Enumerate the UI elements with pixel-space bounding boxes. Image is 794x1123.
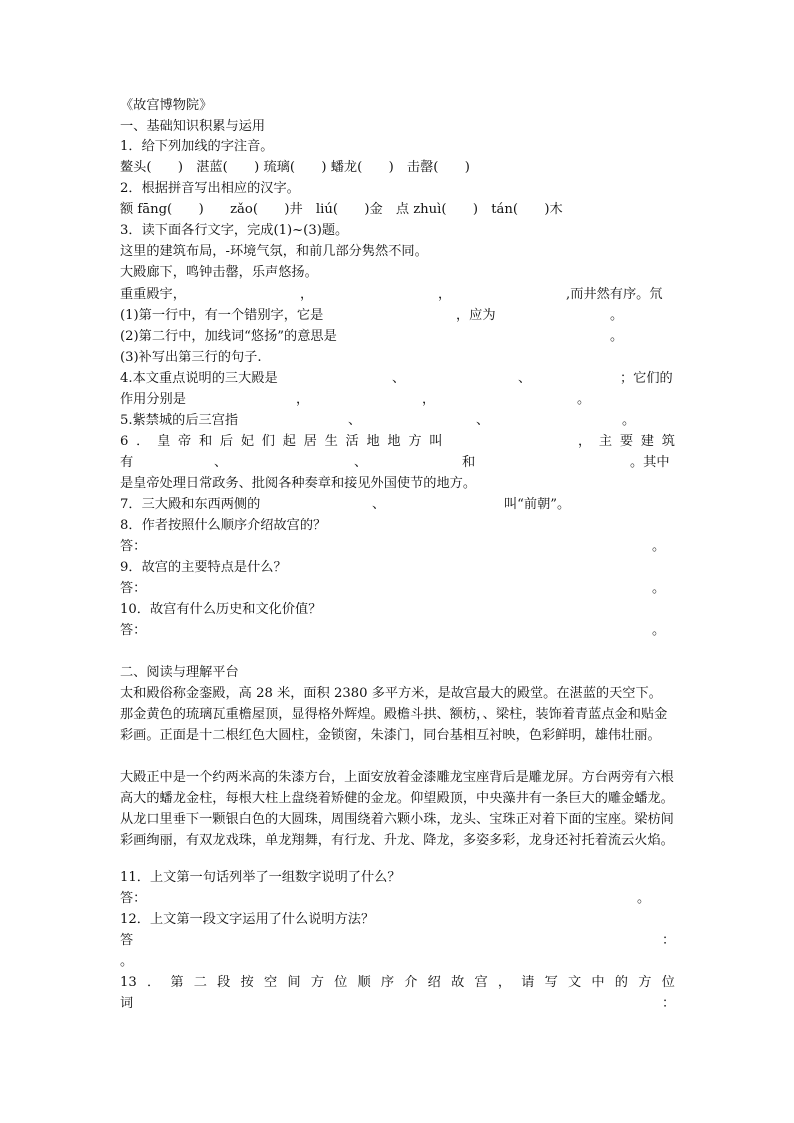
question-13-line-1 <box>120 973 675 993</box>
question-11-answer-end: 。 <box>637 891 651 906</box>
question-10-answer-label: 答： <box>120 623 147 638</box>
q13-w6: 空 <box>263 975 278 990</box>
q6-l1-t0: 主 <box>598 434 613 449</box>
question-3-sub-1-a: (1)第一行中，有一个错别字，它是 <box>120 308 324 323</box>
question-4-c-2: ， <box>422 392 436 407</box>
question-2-items-text: 额 fāng( ) zǎo( )井 liú( )金 点 zhuì( ) tán( )木 <box>120 202 563 217</box>
question-12-answer-colon: ： <box>662 933 676 948</box>
q13-w14: 故 <box>451 975 465 990</box>
question-5-end: 。 <box>622 413 636 428</box>
passage-paragraph-2: 大殿正中是一个约两米高的朱漆方台，上面安放着金漆雕龙宝座背后是雕龙屏。方台两旁有六根高大的蟠龙金柱，每根大柱上盘绕着矫健的金龙。仰望殿顶，中央藻井有一条巨大的雕金蟠龙。从龙口里垂下一颗银白色的大圆珠，周围绕着六颗小珠，龙头、宝珠正对着下面的宝座。梁枋间彩画绚丽，有双龙戏珠，单龙翔舞，有行龙、升龙、降龙，多姿多彩，龙身还衬托着流云火焰。 <box>120 770 674 848</box>
question-12-answer-label: 答 <box>120 933 134 948</box>
question-6-line-2-and: 和 <box>462 455 476 470</box>
section-heading-basics: 一、基础知识积累与运用 <box>120 119 266 134</box>
q13-w11: 序 <box>380 975 395 990</box>
document-title: 《故宫博物院》 <box>120 98 213 113</box>
question-9-answer-end: 。 <box>652 581 666 596</box>
question-6-line-2-end: 。其中 <box>630 455 670 470</box>
q6-l1-w9: 居 <box>303 434 317 449</box>
question-4-a: 4.本文重点说明的三大殿是 <box>120 371 278 386</box>
question-6-line-1 <box>120 432 675 452</box>
q13-w22: 方 <box>638 975 652 990</box>
question-2-prompt: 2．根据拼音写出相应的汉字。 <box>120 181 300 196</box>
q13-w18: 写 <box>544 975 558 990</box>
q6-l1-w5: 后 <box>219 434 234 449</box>
q13-w3: 二 <box>193 975 207 990</box>
question-4-c: 作用分别是 <box>120 392 186 407</box>
q13-w7: 间 <box>287 975 301 990</box>
question-7-sep: 、 <box>372 497 386 512</box>
question-2-items <box>120 200 675 220</box>
question-4-c-1: ， <box>296 392 310 407</box>
question-3-line-1: 这里的建筑布局，-环境气氛，和前几部分隽然不同。 <box>120 244 428 259</box>
question-10-prompt: 10．故宫有什么历史和文化价值？ <box>120 602 322 617</box>
question-5-a: 5.紫禁城的后三宫指 <box>120 413 239 428</box>
q13-w5: 按 <box>240 975 254 990</box>
q13-w13: 绍 <box>427 975 441 990</box>
question-6-line-2-sep-1: 、 <box>214 455 228 470</box>
q13-w16: ， <box>497 975 512 990</box>
question-3-line-3-comma-1: ， <box>300 287 314 302</box>
q6-l1-w3: 帝 <box>178 434 192 449</box>
question-6-line-2-sep-2: 、 <box>354 455 368 470</box>
q6-l1-w6: 妃 <box>240 434 255 449</box>
q13-w20: 中 <box>591 975 605 990</box>
q6-l1-w15: 叫 <box>429 434 443 449</box>
question-4-sep-2: 、 <box>518 371 532 386</box>
question-4-b: ；它们的 <box>620 371 673 386</box>
q6-l1-w13: 地 <box>387 434 401 449</box>
q13-w10: 顺 <box>357 975 371 990</box>
question-5-sep-2: 、 <box>476 413 490 428</box>
q6-l1-w4: 和 <box>198 434 213 449</box>
q6-l1-w10: 生 <box>324 434 338 449</box>
question-3-line-3-start: 重重殿宇， <box>120 287 186 302</box>
q6-l1-w14: 方 <box>408 434 422 449</box>
question-9-prompt: 9．故宫的主要特点是什么？ <box>120 560 287 575</box>
question-3-sub-1-end: 。 <box>610 308 624 323</box>
question-8-answer-label: 答： <box>120 539 147 554</box>
question-1-prompt: 1．给下列加线的字注音。 <box>120 139 274 154</box>
q6-l1-comma: ， <box>577 434 592 449</box>
question-4-c-3: 。 <box>577 392 591 407</box>
passage-paragraph-1: 太和殿俗称金銮殿，高 28 米，面积 2380 多平方米，是故宫最大的殿堂。在湛蓝的天空下。那金黄色的琉璃瓦重檐屋顶，显得格外辉煌。殿檐斗拱、额枋，、梁柱，装饰着青蓝点金和贴金彩画。正面是十二根红色大圆柱，金锁窗，朱漆门，同台基相互衬映，色彩鲜明，雄伟壮丽。 <box>120 686 668 743</box>
section-heading-reading: 二、阅读与理解平台 <box>120 665 239 680</box>
question-3-sub-1-b: ，应为 <box>456 308 496 323</box>
question-12-prompt: 12．上文第一段文字运用了什么说明方法？ <box>120 912 375 927</box>
question-3-prompt: 3．读下面各行文字，完成(1)~(3)题。 <box>120 223 349 238</box>
question-7-a: 7．三大殿和东西两侧的 <box>120 497 261 512</box>
question-6-line-3: 是皇帝处理日常政务、批阅各种奏章和接见外国使节的地方。 <box>120 476 477 491</box>
question-1-items <box>120 158 675 178</box>
question-12-answer-end: 。 <box>120 954 134 969</box>
q13-w1: ． <box>146 975 161 990</box>
q13-w9: 位 <box>334 975 348 990</box>
question-13-line-2: 词 <box>120 996 134 1011</box>
question-9-answer-label: 答： <box>120 581 147 596</box>
question-7-end: 叫“前朝”。 <box>504 497 571 512</box>
q6-l1-w11: 活 <box>345 434 359 449</box>
q6-l1-w1: ． <box>136 434 150 449</box>
q13-w21: 的 <box>614 975 628 990</box>
q13-w8: 方 <box>310 975 324 990</box>
question-3-line-3-end: ,而井然有序。氘 <box>566 287 663 302</box>
q6-l1-w2: 皇 <box>157 434 171 449</box>
q6-l1-t3: 筑 <box>661 434 675 449</box>
q13-w15: 宫 <box>474 975 488 990</box>
question-11-prompt: 11．上文第一句话列举了一组数字说明了什么？ <box>120 870 401 885</box>
question-3-sub-3: (3)补写出第三行的句子. <box>120 350 262 365</box>
q6-l1-t1: 要 <box>619 434 634 449</box>
q6-l1-w7: 们 <box>261 434 275 449</box>
q13-w23: 位 <box>661 975 675 990</box>
q6-l1-w8: 起 <box>282 434 296 449</box>
question-6-line-2-a: 有 <box>120 455 134 470</box>
question-10-answer-end: 。 <box>652 623 666 638</box>
q13-w12: 介 <box>404 975 418 990</box>
question-3-line-2: 大殿廊下，鸣钟击罄，乐声悠扬。 <box>120 265 318 280</box>
q6-l1-w12: 地 <box>366 434 380 449</box>
q13-w17: 请 <box>521 975 535 990</box>
question-8-answer-end: 。 <box>652 539 666 554</box>
q13-w19: 文 <box>568 975 582 990</box>
question-3-sub-2-end: 。 <box>610 329 624 344</box>
question-4-sep-1: 、 <box>392 371 406 386</box>
question-13-colon: ： <box>662 996 676 1011</box>
question-8-prompt: 8．作者按照什么顺序介绍故宫的？ <box>120 518 327 533</box>
question-3-line-3-comma-2: ， <box>438 287 452 302</box>
q13-w4: 段 <box>217 975 231 990</box>
q13-w2: 第 <box>170 975 184 990</box>
q6-l1-w0: 6 <box>120 434 129 449</box>
question-5-sep-1: 、 <box>348 413 362 428</box>
q13-w0: 13 <box>120 975 137 990</box>
q6-l1-t2: 建 <box>640 434 654 449</box>
question-11-answer-label: 答： <box>120 891 147 906</box>
question-3-sub-2: (2)第二行中，加线词“悠扬”的意思是 <box>120 329 337 344</box>
question-1-items-text: 鳌头( ) 湛蓝( ) 琉璃( ) 蟠龙( ) 击罄( ) <box>120 160 470 175</box>
